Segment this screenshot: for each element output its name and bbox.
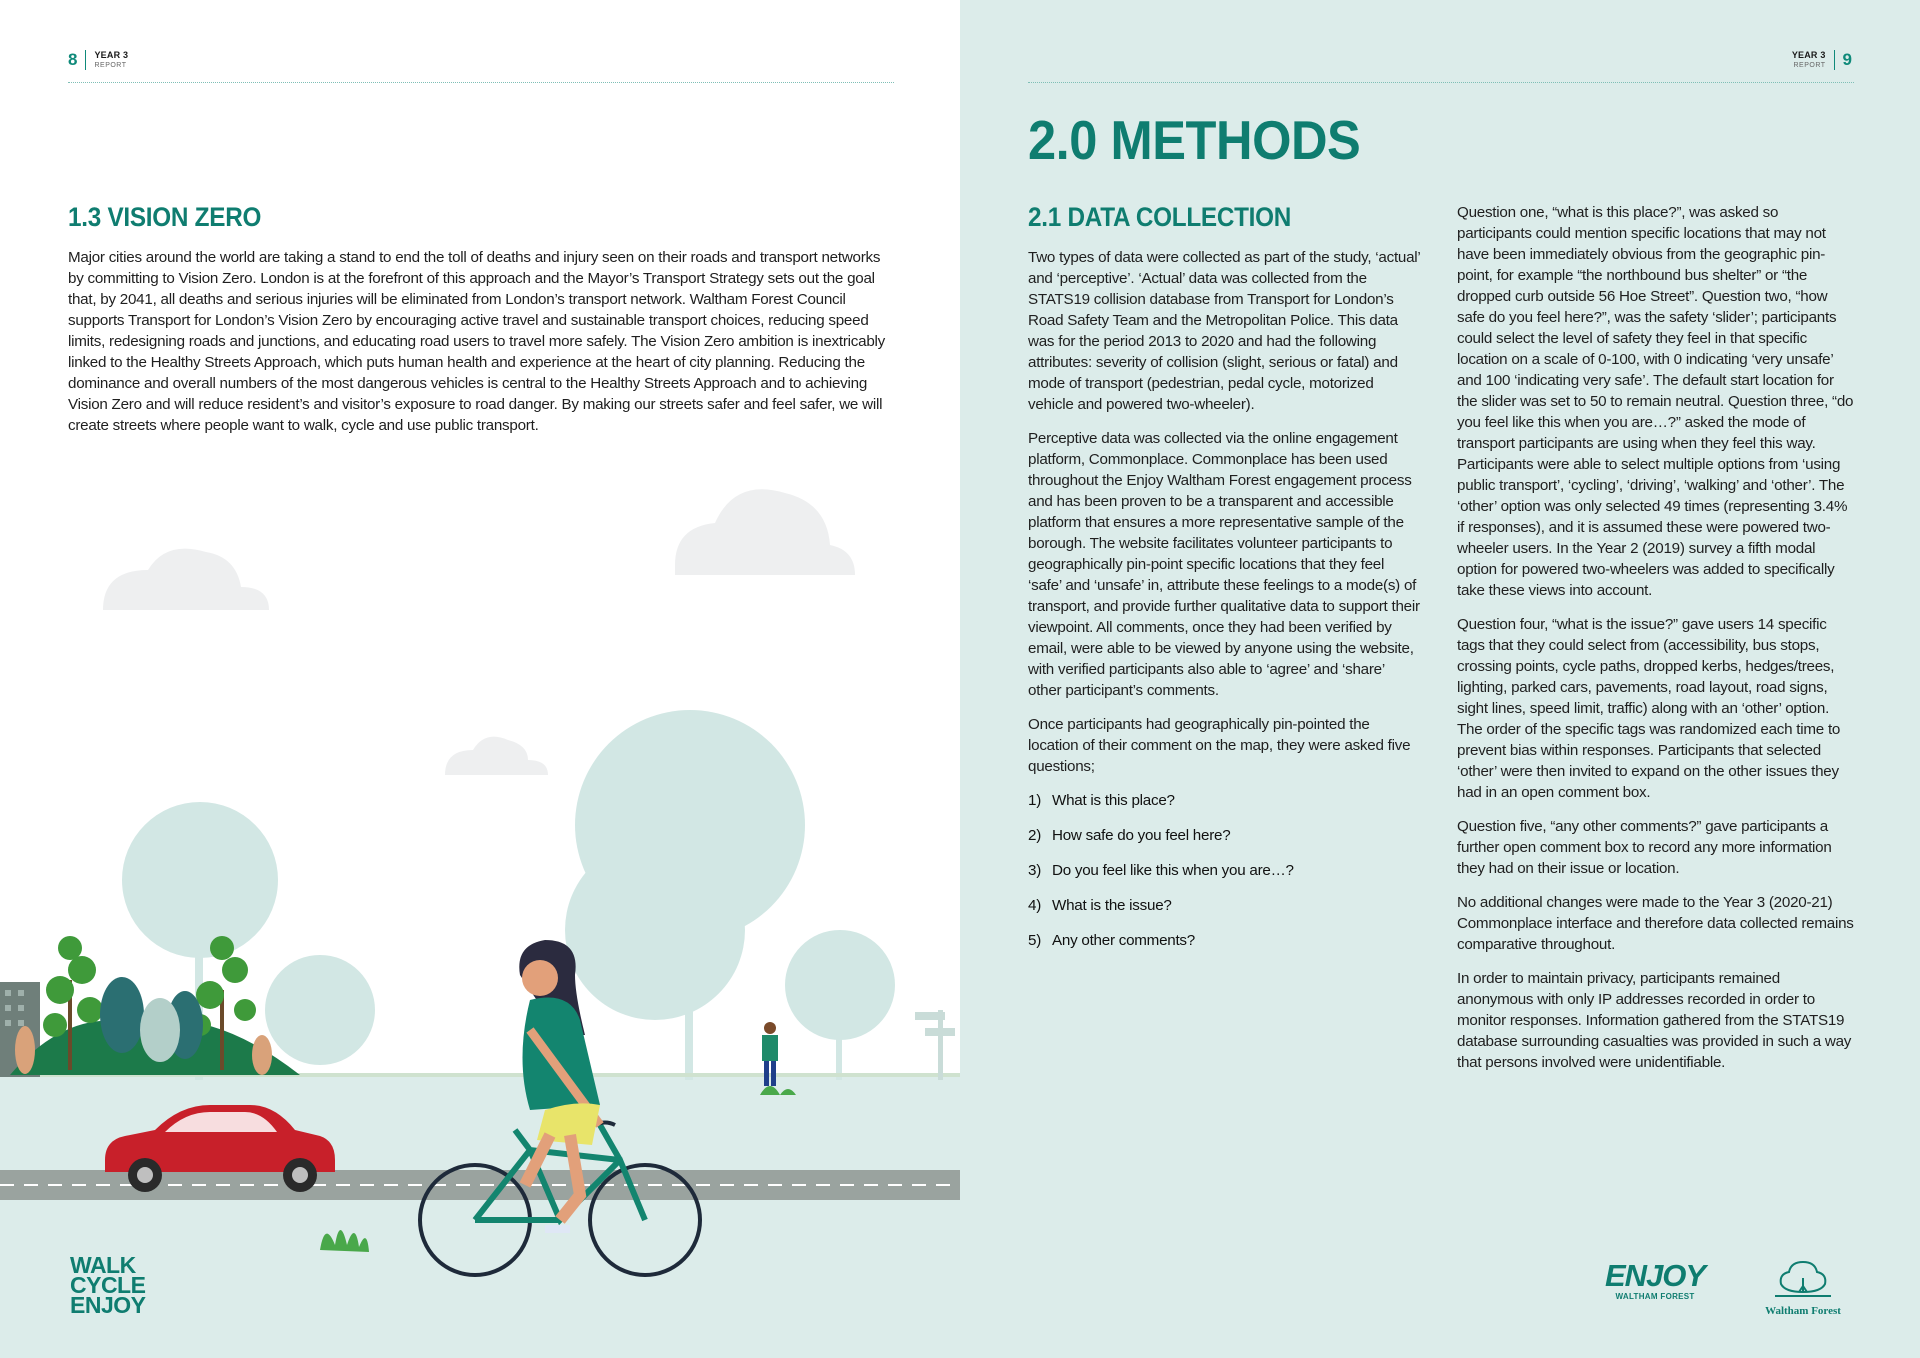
page-number: 8 (68, 50, 78, 69)
enjoy-waltham-forest-logo (1605, 1258, 1705, 1301)
page-header (1792, 50, 1852, 70)
column-1 (1028, 247, 1420, 965)
header-rule (1028, 82, 1854, 83)
paragraph-4: Question one, “what is this place?”, was asked so participants could mention specific locations that may not have been immediately obvious from the geographic pin-point, for example “the northbound bus shelter” or “the dropped curb outside 56 Hoe Street”. Question two, “how safe do you feel here?”, was the safety ‘slider’; participants could select the level of safety they feel in that specific location on a scale of 0-100, with 0 indicating ‘very unsafe’ and 100 ‘indicating very safe’. The default start location for the slider was set to 50 to remain neutral. Question three, “do you feel like this when you are…?” asked the mode of transport participants are using when they feel this way. Participants were able to select multiple options from ‘using public transport’, ‘cycling’, ‘driving’, ‘walking’ and ‘other’. The ‘other’ option was only selected 49 times (representing 3.4% if responses), and it is assumed these were powered two-wheeler users. In the Year 2 (2019) survey a fifth modal option for powered two-wheelers was added to specifically take these views into account. (1457, 204, 1854, 599)
tree-icon (1773, 1258, 1833, 1298)
report-label-line1: YEAR 3 (94, 50, 129, 60)
header-rule (68, 82, 894, 83)
chapter-title: 2.0 METHODS (1028, 109, 1361, 171)
paragraph-6: Question five, “any other comments?” gave participants a further open comment box to record any more information they had on their issue or location. (1457, 818, 1832, 877)
enjoy-wordmark: ENJOY (1605, 1258, 1706, 1293)
paragraph-7: No additional changes were made to the Year 3 (2020-21) Commonplace interface and therefore data collected remains comparative throughout. (1457, 894, 1854, 953)
question-item: 1) What is this place? (1028, 792, 1175, 809)
paragraph-8: In order to maintain privacy, participants remained anonymous with only IP addresses recorded in order to monitor responses. Information gathered from the STATS19 database surrounding casualties was provided in such a way that persons involved were unidentifiable. (1457, 970, 1852, 1071)
waltham-forest-council-logo (1753, 1258, 1853, 1317)
walk-cycle-enjoy-logo (70, 1252, 146, 1318)
header-divider (1834, 50, 1835, 70)
report-label (94, 51, 128, 69)
page-number: 9 (1842, 50, 1852, 69)
report-label (1792, 51, 1826, 69)
report-label-line2: REPORT (94, 62, 127, 69)
section-title: 2.1 DATA COLLECTION (1028, 202, 1292, 232)
page-header (68, 50, 128, 70)
paragraph-5: Question four, “what is the issue?” gave users 14 specific tags that they could select from (accessibility, bus stops, crossing points, cycle paths, dropped kerbs, hedges/trees, lighting, parked cars, pavements, road layout, road signs, sight lines, speed limit, traffic) along with an ‘other’ option. The order of the specific tags was randomized each time to prevent bias within responses. Participants that selected ‘other’ were then invited to expand on the other issues they had in an open comment box. (1457, 616, 1841, 801)
question-item: 2) How safe do you feel here? (1028, 827, 1231, 844)
logo-walk: WALK (70, 1252, 136, 1278)
council-name: Waltham Forest (1765, 1305, 1841, 1317)
enjoy-subtitle: WALTHAM FOREST (1615, 1292, 1695, 1301)
logo-enjoy: ENJOY (70, 1292, 146, 1318)
column-2 (1457, 202, 1855, 1086)
paragraph-3: Once participants had geographically pin-pointed the location of their comment on the map, they were asked five questions; (1028, 716, 1411, 775)
question-item: 5) Any other comments? (1028, 932, 1195, 949)
section-body (68, 247, 888, 449)
question-item: 4) What is the issue? (1028, 897, 1172, 914)
paragraph-1: Two types of data were collected as part of the study, ‘actual’ and ‘perceptive’. ‘Actual’ data was collected from the STATS19 collision database from Transport for London’s Road Safety Team and the Metropolitan Police. This data was for the period 2013 to 2020 and had the following attributes: severity of collision (slight, serious or fatal) and mode of transport (pedestrian, pedal cycle, motorized vehicle and powered two-wheeler). (1028, 249, 1420, 413)
report-label-line2: REPORT (1793, 62, 1826, 69)
header-divider (85, 50, 86, 70)
logo-cycle: CYCLE (70, 1272, 146, 1298)
section-title: 1.3 VISION ZERO (68, 202, 262, 232)
question-item: 3) Do you feel like this when you are…? (1028, 862, 1294, 879)
paragraph-2: Perceptive data was collected via the online engagement platform, Commonplace. Commonplace has been used throughout the Enjoy Waltham Forest engagement process and has been proven to be a transparent and accessible platform that ensures a more representative sample of the borough. The website facilitates volunteer participants to geographically pin-point specific locations that they feel ‘safe’ and ‘unsafe’ in, attribute these feelings to a mode(s) of transport, and provide further qualitative data to support their viewpoint. All comments, once they had been verified by email, were able to be viewed by anyone using the website, with verified participants also able to ‘agree’ and ‘share’ other participant’s comments. (1028, 430, 1420, 699)
cyclist-street-illustration (0, 470, 960, 1358)
questions-list (1028, 790, 1420, 951)
report-label-line1: YEAR 3 (1791, 50, 1826, 60)
body-paragraph: Major cities around the world are taking a stand to end the toll of deaths and injury seen on their roads and transport networks by committing to Vision Zero. London is at the forefront of this approach and the Mayor’s Transport Strategy sets out the goal that, by 2041, all deaths and serious injuries will be eliminated from London’s transport network. Waltham Forest Council supports Transport for London’s Vision Zero by encouraging active travel and sustainable transport choices, reducing speed limits, redesigning roads and junctions, and educating road users to travel more safely. The Vision Zero ambition is inextricably linked to the Healthy Streets Approach, which puts human health and experience at the heart of city planning. Reducing the dominance and overall numbers of the most dangerous vehicles is central to the Healthy Streets Approach and to achieving Vision Zero and will reduce resident’s and visitor’s exposure to road danger. By making our streets safer and feel safer, we will create streets where people want to walk, cycle and use public transport. (68, 249, 885, 434)
